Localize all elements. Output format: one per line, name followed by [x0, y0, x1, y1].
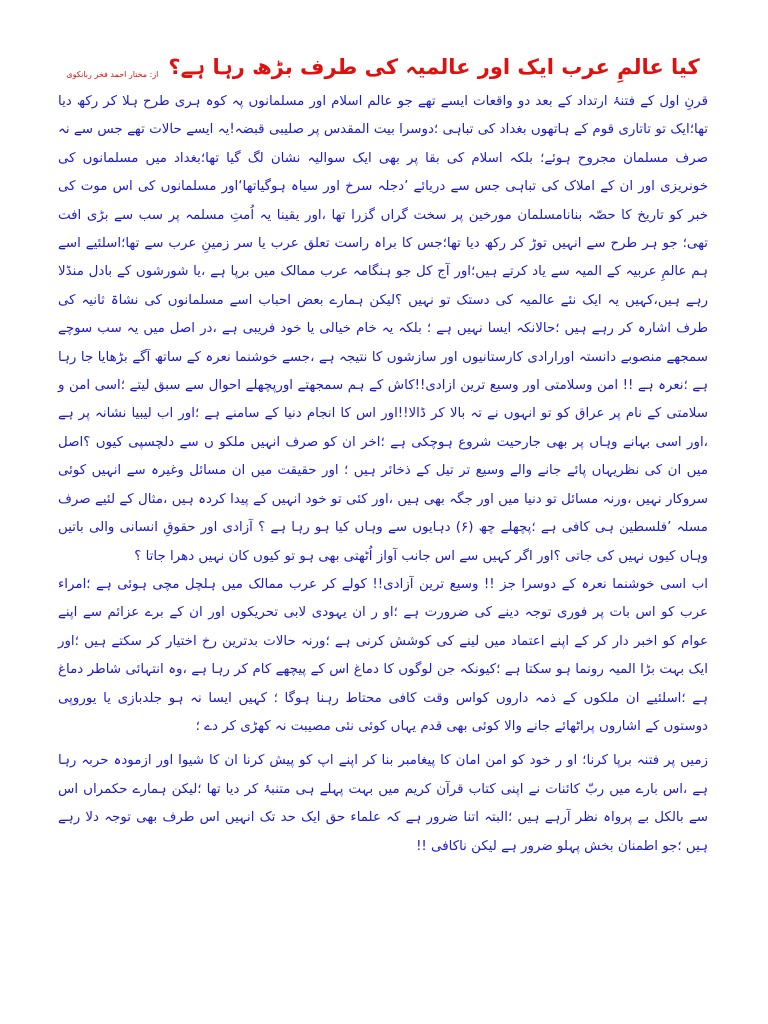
- article-title: کیا عالمِ عرب ایک اور عالمیہ کی طرف بڑھ رہا ہے؟: [168, 55, 700, 79]
- paragraph-1: قرنِ اول کے فتنۂ ارتداد کے بعد دو واقعات ایسے تھے جو عالم اسلام اور مسلمانوں پہ کوہ ہری طرح ہلا کر رکھ دیا تھا؛ایک تو تاتاری قوم کے ہاتھوں بغداد کی تباہی ؛دوسرا بیت المقدس پر صلیبی قبضہ!یہ ایسے حالات تھے جس سے نہ صرف مسلمان مجروح ہوئے؛ بلکہ اسلام کی بقا پر بھی ایک سوالیہ نشان لگ گیا تھا؛بغداد میں مسلمانوں کی خونریزی اور ان کے املاک کی تباہی جس سے دریائے ’دجلہ سرخ اور سیاہ ہوگیاتھا‘اور مسلمانوں کی اس موت کی خبر کو تاریخ کا حصّہ بنانامسلمان مورخین پر سخت گراں گزرا تھا ،اور یقینا یہ اُمتِ مسلمہ پر سب سے بڑی افت تھی؛ جو ہر طرح سے انہیں توڑ کر رکھ دیا تھا؛جس کا براہ راست تعلق عرب یا سر زمینِ عرب سے تھا؛اسلئیے اسے ہم عالمِ عربیہ کے المیہ سے یاد کرتے ہیں؛اور آج کل جو ہنگامہ عرب ممالک میں برپا ہے ،یا شورشوں کے بادل منڈلا رہے ہیں،کہیں یہ ایک نئے عالمیہ کی دستک تو نہیں ؟لیکن ہمارے بعض احباب اسے مسلمانوں کی نشاۃ ثانیہ کی طرف اشارہ کر رہے ہیں ؛حالانکہ ایسا نہیں ہے ؛ بلکہ یہ خام خیالی یا خود فریبی ہے ،در اصل میں یہ سب سوچے سمجھے منصوبے دانستہ اورارادی کارستانیوں اور سازشوں کا نتیجہ ہے ،جسے خوشنما نعرہ کے ساتھ آگے بڑھایا جا رہا ہے ؛نعرہ ہے !! امن وسلامتی اور وسیع ترین ازادی!!کاش کے ہم سمجھتے اورپچھلے احوال سے سبق لیتے ؛اسی امن و سلامتی کے نام پر عراق کو تو انہوں نے تہ بالا کر ڈالا!!اور اس کا انجام دنیا کے سامنے ہے ؛اور اب لیبیا نشانہ پر ہے ،اور اسی بہانے وہاں پر بھی جارحیت شروع ہوچکی ہے ؛اخر ان کو صرف انہیں ملکو ں سے دلچسپی کیوں ؟اصل میں ان کی نظریہاں پائے جانے والے وسیع تر تیل کے ذخائر ہیں ؛ اور حقیقت میں ان مسائل وغیرہ سے انہیں کوئی سروکار نہیں ،ورنہ مسائل تو دنیا میں اور جگہ بھی ہیں ،اور کئی تو خود انہیں کے پیدا کردہ ہیں ،مثال کے لئیے صرف مسلہ ’فلسطین ہی کافی ہے ؛پچھلے چھ (۶) دہایوں سے وہاں کیا ہو رہا ہے ؟ آزادی اور حقوقِ انسانی والی باتیں وہاں کیوں نہیں کی جاتی ؟اور اگر کہیں سے اس جانب آواز اُٹھتی بھی ہو تو کیوں کان نہیں دھرا جاتا ؟: [58, 94, 708, 564]
- paragraph-2: اب اسی خوشنما نعرہ کے دوسرا جز !! وسیع ترین آزادی!! کولے کر عرب ممالک میں ہلچل مچی ہوئی ہے ؛امراء عرب کو اس بات پر فوری توجہ دینے کی ضرورت ہے ؛او ر ان یہودی لابی تحریکوں اور ان کے برے عزائم سے اپنے عوام کو اخبر دار کر کے اپنے اعتماد میں لینے کی کوشش کرنی ہے ؛ورنہ حالات بدترین رخ اختیار کر سکتے ہیں ؛اور ایک بہت بڑا المیہ رونما ہو سکتا ہے ؛کیونکہ جن لوگوں کا دماغ اس کے پیچھے کام کر رہا ہے ،وہ انتہائی شاطر دماغ ہے ؛اسلئیے ان ملکوں کے ذمہ داروں کواس وقت کافی محتاط رہنا ہوگا ؛ کہیں ایسا نہ ہو جلدبازی یا یوروپی دوستوں کے اشاروں پراٹھائے جانے والا کوئی بھی قدم یہاں کوئی نئی مصیبت نہ کھڑی کر دے ؛: [58, 576, 708, 734]
- paragraph-3: زمیں پر فتنہ برپا کرنا؛ او ر خود کو امن امان کا پیغامبر بنا کر اپنے اپ کو پیش کرنا ان کا شیوا اور ازمودہ حربہ رہا ہے ،اس بارے میں ربّ کائنات نے اپنی کتاب قرآن کریم میں بہت پہلے ہی متنبۂ کر دیا تھا ؛لیکن ہمارے حکمراں اس سے بالکل بے پرواہ نظر آرہے ہیں ؛البتہ اتنا ضرور ہے کہ علماء حق ایک حد تک انہیں اس طرف بھی توجہ دلا رہے ہیں ؛جو اطمنان بخش پہلو ضرور ہے لیکن ناکافی !!: [58, 753, 708, 854]
- author-byline: از: مختار احمد فخر ربانکوی: [66, 70, 159, 79]
- title-row: [58, 52, 708, 82]
